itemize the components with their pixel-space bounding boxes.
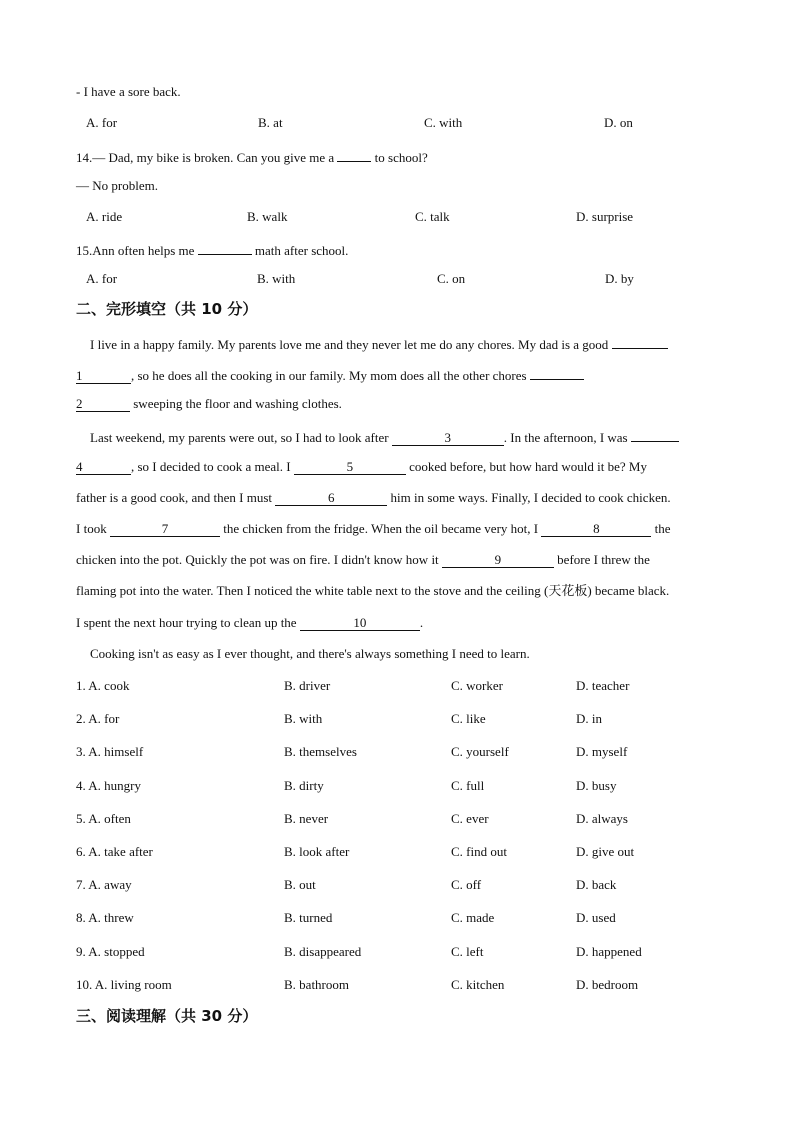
option-7-b: B. out bbox=[284, 877, 316, 892]
passage-blank-9: 9 bbox=[442, 553, 554, 568]
option-8-b: B. turned bbox=[284, 910, 333, 925]
q14-stem bbox=[76, 147, 428, 166]
option-10-b: B. bathroom bbox=[284, 977, 349, 992]
option-5-a: 5. A. often bbox=[76, 811, 131, 826]
passage-text: sweeping the floor and washing clothes. bbox=[133, 396, 342, 411]
option-6-a: 6. A. take after bbox=[76, 844, 153, 859]
option-9-b: B. disappeared bbox=[284, 944, 362, 959]
option-6-b: B. look after bbox=[284, 844, 350, 859]
passage-blank-5: 5 bbox=[294, 460, 406, 475]
passage-text: , so he does all the cooking in our family. My mom does all the other chores bbox=[131, 368, 527, 383]
q14-option-a: A. ride bbox=[86, 209, 123, 224]
q15-suffix: math after school. bbox=[254, 243, 349, 258]
passage-blank-1: 1 bbox=[76, 369, 131, 384]
passage-text: I live in a happy family. My parents love me and they never let me do any chores. My dad is a good bbox=[90, 337, 609, 352]
option-4-d: D. busy bbox=[576, 778, 617, 793]
passage-p1-line1 bbox=[90, 334, 668, 353]
passage-text: I took bbox=[76, 521, 107, 536]
passage-text: . bbox=[419, 615, 424, 630]
q14-suffix: to school? bbox=[374, 150, 428, 165]
passage-blank-4-start bbox=[631, 427, 679, 442]
q15-blank bbox=[198, 240, 252, 255]
q15-option-c: C. on bbox=[437, 271, 466, 286]
passage-text: , so I decided to cook a meal. I bbox=[131, 459, 291, 474]
option-7-a: 7. A. away bbox=[76, 877, 132, 892]
option-6-c: C. find out bbox=[451, 844, 507, 859]
passage-p2-line7 bbox=[76, 615, 423, 631]
passage-text: before I threw the bbox=[557, 552, 650, 567]
passage-p2-line4 bbox=[76, 521, 670, 537]
option-3-b: B. themselves bbox=[284, 744, 357, 759]
q13-option-c: C. with bbox=[424, 115, 463, 130]
passage-p2-line3 bbox=[76, 490, 671, 506]
option-4-a: 4. A. hungry bbox=[76, 778, 141, 793]
passage-blank-2-start bbox=[530, 365, 584, 380]
option-4-c: C. full bbox=[451, 778, 485, 793]
q15-stem bbox=[76, 240, 348, 259]
option-9-d: D. happened bbox=[576, 944, 642, 959]
option-2-c: C. like bbox=[451, 711, 486, 726]
passage-text: I spent the next hour trying to clean up the bbox=[76, 615, 297, 630]
passage-text: Last weekend, my parents were out, so I had to look after bbox=[90, 430, 389, 445]
q15-option-d: D. by bbox=[605, 271, 634, 286]
q14-prefix: 14.— Dad, my bike is broken. Can you give me a bbox=[76, 150, 335, 165]
option-10-a: 10. A. living room bbox=[76, 977, 172, 992]
q13-option-b: B. at bbox=[258, 115, 283, 130]
passage-p3: Cooking isn't as easy as I ever thought, and there's always something I need to learn. bbox=[90, 646, 530, 661]
passage-text: . In the afternoon, I was bbox=[503, 430, 628, 445]
option-5-d: D. always bbox=[576, 811, 628, 826]
option-2-a: 2. A. for bbox=[76, 711, 120, 726]
q14-reply: — No problem. bbox=[76, 178, 158, 193]
passage-p1-line3 bbox=[76, 396, 342, 412]
passage-text: chicken into the pot. Quickly the pot was on fire. I didn't know how it bbox=[76, 552, 439, 567]
q13-option-d: D. on bbox=[604, 115, 633, 130]
q15-option-a: A. for bbox=[86, 271, 118, 286]
option-2-d: D. in bbox=[576, 711, 602, 726]
option-10-c: C. kitchen bbox=[451, 977, 505, 992]
passage-blank-2: 2 bbox=[76, 397, 130, 412]
option-7-d: D. back bbox=[576, 877, 617, 892]
q13-reply: - I have a sore back. bbox=[76, 84, 181, 99]
section2-heading: 二、完形填空（共 10 分） bbox=[76, 300, 258, 318]
passage-text: father is a good cook, and then I must bbox=[76, 490, 273, 505]
option-10-d: D. bedroom bbox=[576, 977, 639, 992]
section3-heading: 三、阅读理解（共 30 分） bbox=[76, 1007, 258, 1025]
option-1-d: D. teacher bbox=[576, 678, 630, 693]
passage-blank-1-start bbox=[612, 334, 668, 349]
q14-option-b: B. walk bbox=[247, 209, 288, 224]
option-1-c: C. worker bbox=[451, 678, 503, 693]
option-4-b: B. dirty bbox=[284, 778, 324, 793]
option-2-b: B. with bbox=[284, 711, 323, 726]
q15-prefix: 15.Ann often helps me bbox=[76, 243, 195, 258]
option-8-d: D. used bbox=[576, 910, 616, 925]
option-1-b: B. driver bbox=[284, 678, 331, 693]
option-1-a: 1. A. cook bbox=[76, 678, 130, 693]
passage-blank-3: 3 bbox=[392, 431, 504, 446]
passage-p2-line5 bbox=[76, 552, 650, 568]
passage-blank-10: 10 bbox=[300, 616, 420, 631]
passage-blank-7: 7 bbox=[110, 522, 220, 537]
option-9-a: 9. A. stopped bbox=[76, 944, 145, 959]
q13-option-a: A. for bbox=[86, 115, 118, 130]
option-3-c: C. yourself bbox=[451, 744, 509, 759]
passage-blank-4: 4 bbox=[76, 460, 131, 475]
passage-blank-8: 8 bbox=[541, 522, 651, 537]
passage-p2-line2 bbox=[76, 459, 647, 475]
passage-p2-line6: flaming pot into the water. Then I noticed the white table next to the stove and the ceiling (天花板) became black. bbox=[76, 583, 670, 598]
option-6-d: D. give out bbox=[576, 844, 635, 859]
option-9-c: C. left bbox=[451, 944, 484, 959]
q14-option-c: C. talk bbox=[415, 209, 450, 224]
passage-text: the chicken from the fridge. When the oil became very hot, I bbox=[223, 521, 539, 536]
passage-p1-line2 bbox=[76, 365, 584, 384]
passage-text: him in some ways. Finally, I decided to cook chicken. bbox=[390, 490, 671, 505]
option-5-b: B. never bbox=[284, 811, 329, 826]
option-3-a: 3. A. himself bbox=[76, 744, 144, 759]
passage-text: the bbox=[654, 521, 671, 536]
passage-blank-6: 6 bbox=[275, 491, 387, 506]
q15-option-b: B. with bbox=[257, 271, 296, 286]
option-5-c: C. ever bbox=[451, 811, 489, 826]
q14-blank bbox=[337, 147, 371, 162]
passage-p2-line1 bbox=[90, 427, 679, 446]
passage-text: cooked before, but how hard would it be? My bbox=[409, 459, 647, 474]
option-8-c: C. made bbox=[451, 910, 495, 925]
q14-option-d: D. surprise bbox=[576, 209, 634, 224]
option-7-c: C. off bbox=[451, 877, 482, 892]
option-3-d: D. myself bbox=[576, 744, 628, 759]
option-8-a: 8. A. threw bbox=[76, 910, 134, 925]
